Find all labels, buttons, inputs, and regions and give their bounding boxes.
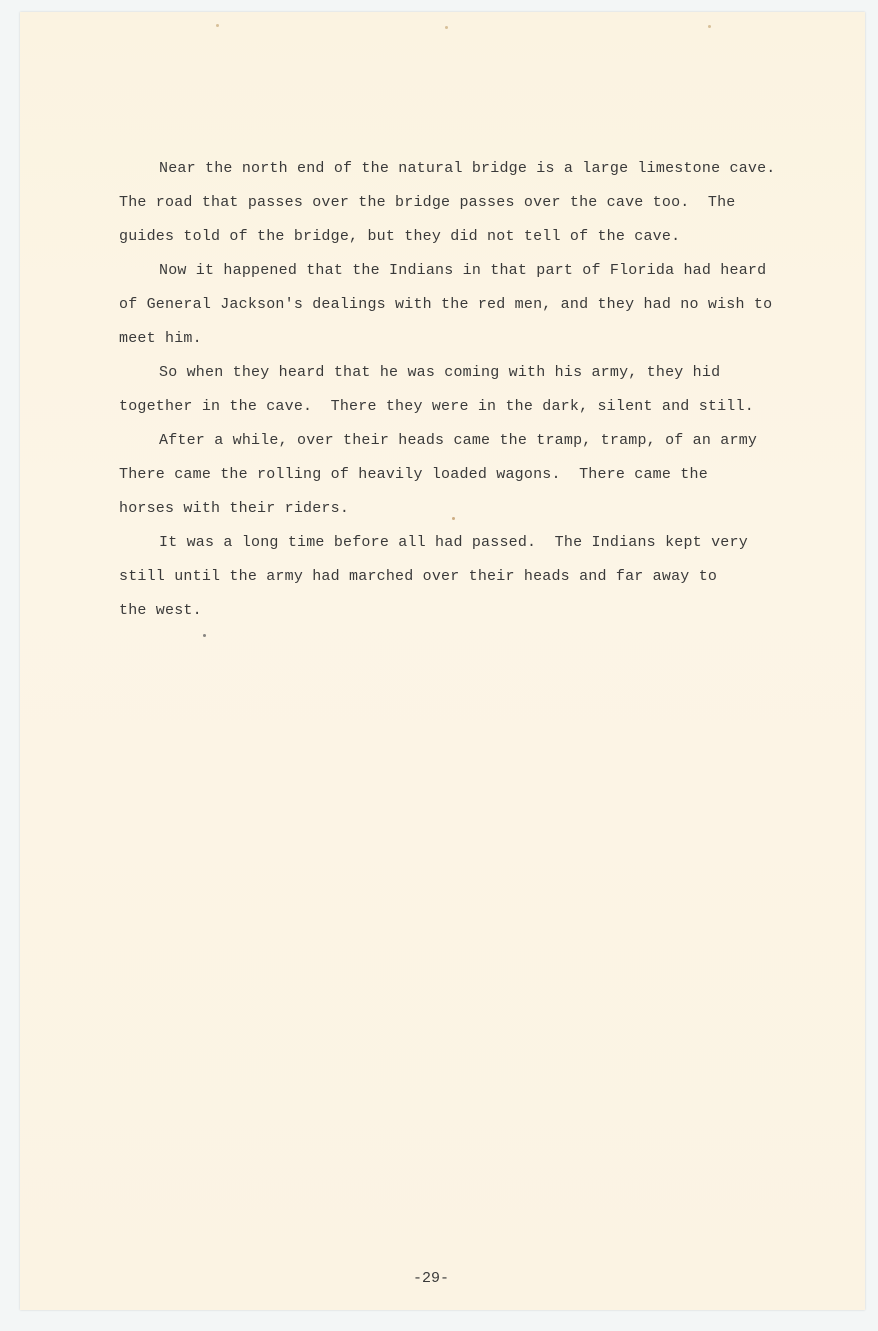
paper-speck — [203, 634, 206, 637]
text-line: After a while, over their heads came the tramp, tramp, of an army — [159, 432, 758, 449]
text-line: So when they heard that he was coming with his army, they hid — [159, 364, 721, 381]
page-number: -29- — [413, 1270, 450, 1287]
text-line: of General Jackson's dealings with the red men, and they had no wish to — [119, 296, 773, 313]
text-line: There came the rolling of heavily loaded wagons. There came the — [119, 466, 708, 483]
paper-speck — [708, 25, 711, 28]
text-line: horses with their riders. — [119, 500, 350, 517]
text-line: It was a long time before all had passed. The Indians kept very — [159, 534, 748, 551]
body-text — [119, 152, 839, 628]
paper-speck — [216, 24, 219, 27]
text-line: guides told of the bridge, but they did not tell of the cave. — [119, 228, 681, 245]
text-line: Near the north end of the natural bridge is a large limestone cave. — [159, 160, 776, 177]
text-line: together in the cave. There they were in the dark, silent and still. — [119, 398, 754, 415]
text-line: meet him. — [119, 330, 202, 347]
text-line: still until the army had marched over their heads and far away to — [119, 568, 718, 585]
paper-speck — [445, 26, 448, 29]
text-line: Now it happened that the Indians in that part of Florida had heard — [159, 262, 767, 279]
text-line: the west. — [119, 602, 202, 619]
typewritten-page — [20, 12, 865, 1310]
text-line: The road that passes over the bridge passes over the cave too. The — [119, 194, 736, 211]
